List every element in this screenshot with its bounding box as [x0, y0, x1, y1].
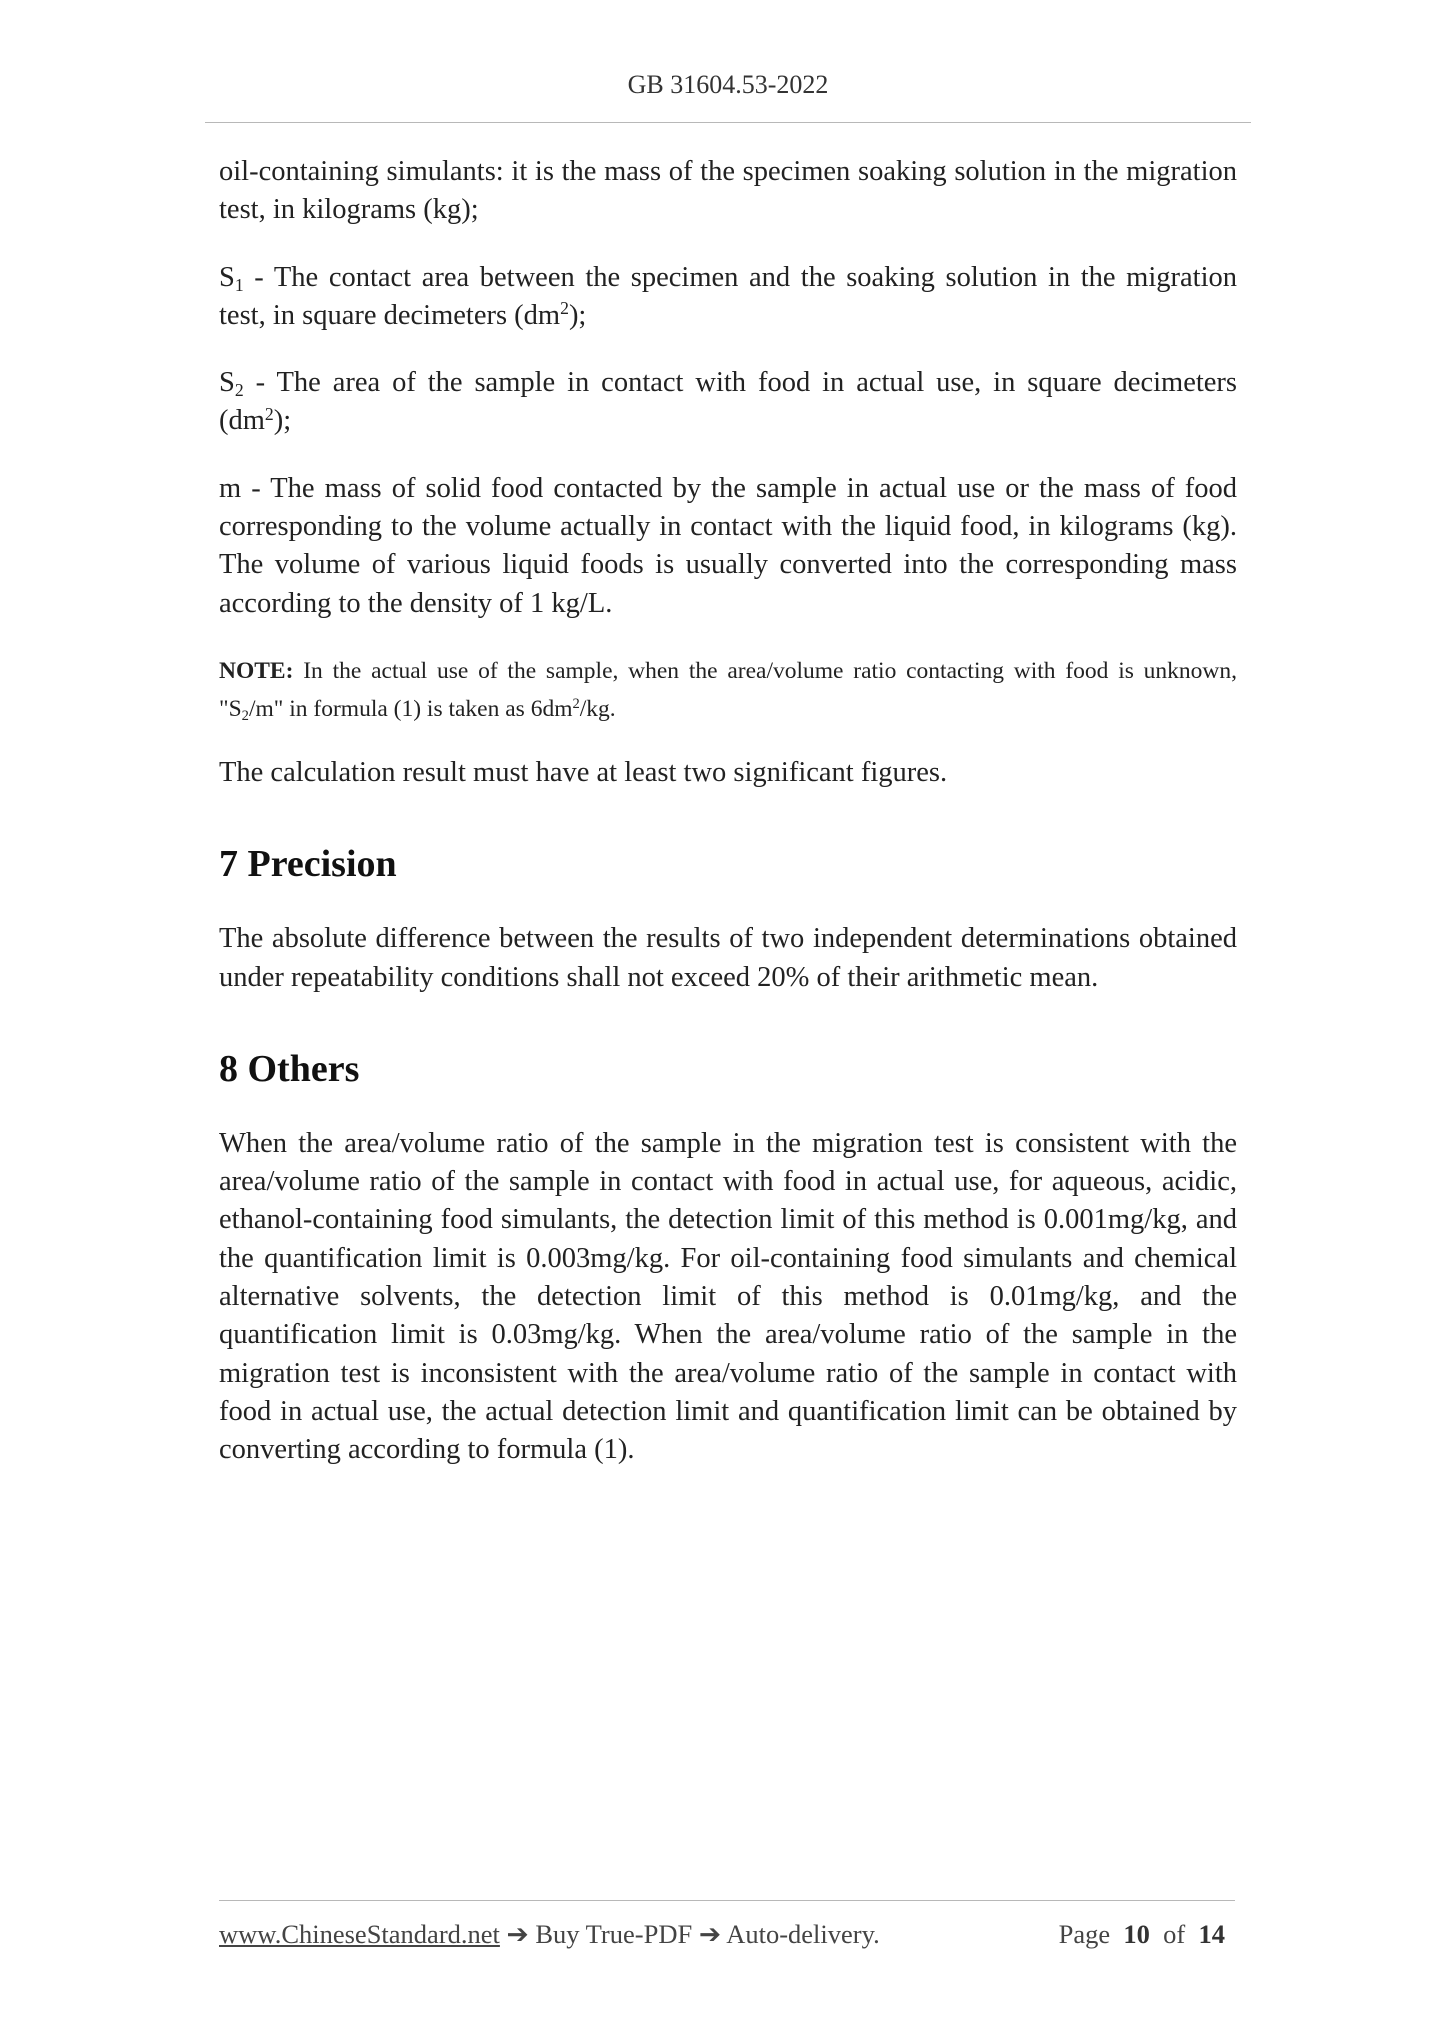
document-header: [205, 70, 1251, 100]
buy-pdf-text: Buy True-PDF: [528, 1919, 699, 1949]
paragraph-oil-simulants: oil-containing simulants: it is the mass of the specimen soaking solution in the migration test, in kilograms (kg);: [219, 156, 1237, 226]
page-total: 14: [1198, 1919, 1225, 1949]
paragraph-s1-definition: $S_1$ - The contact area between the specimen and the soaking solution in the migration test, in square decimeters $(dm^2)$;: [219, 261, 1237, 331]
paragraph-others: When the area/volume ratio of the sample in the migration test is consistent with the area/volume ratio of the sample in contact with food in actual use, for aqueous, acidic, ethanol-containing food simulants, the detection limit of this method is 0.001mg/kg, and the quantification limit is 0.003mg/kg. For oil-containing food simulants and chemical alternative solvents, the detection limit of this method is 0.01mg/kg, and the quantification limit is 0.03mg/kg. When the area/volume ratio of the sample in the migration test is inconsistent with the area/volume ratio of the sample in contact with food in actual use, the actual detection limit and quantification limit can be obtained by converting according to formula (1).: [219, 1127, 1237, 1466]
page-indicator: Page 10 of 14: [1058, 1919, 1225, 1949]
paragraph-significant-figures: The calculation result must have at least two significant figures.: [219, 756, 948, 788]
section-heading-precision: 7 Precision: [219, 843, 397, 886]
paragraph-s2-definition: $S_2$ - The area of the sample in contact with food in actual use, in square decimeters $(dm^2)$;: [219, 367, 1237, 437]
paragraph-precision: The absolute difference between the results of two independent determinations obtained under repeatability conditions shall not exceed 20% of their arithmetic mean.: [219, 923, 1237, 993]
page-footer: [219, 1919, 1235, 1950]
note-paragraph: NOTE: In the actual use of the sample, when the area/volume ratio contacting with food is unknown, "$S_2/m$" in formula (1) is taken as $6dm^2/kg$.: [219, 657, 1237, 725]
paragraph-m-definition: m - The mass of solid food contacted by the sample in actual use or the mass of food corresponding to the volume actually in contact with the liquid food, in kilograms (kg). The volume of various liquid foods is usually converted into the corresponding mass according to the density of 1 kg/L.: [219, 472, 1237, 619]
header-divider: [205, 122, 1251, 123]
document-id: GB 31604.53-2022: [627, 70, 829, 99]
page-content: [219, 153, 1237, 1499]
arrow-right-icon: ➔: [506, 1919, 529, 1949]
website-link[interactable]: www.ChineseStandard.net: [219, 1919, 500, 1949]
page-number: 10: [1123, 1919, 1150, 1949]
arrow-right-icon: ➔: [698, 1919, 722, 1949]
section-heading-others: 8 Others: [219, 1047, 360, 1090]
note-label: NOTE:: [219, 657, 294, 684]
footer-divider: [219, 1900, 1235, 1901]
auto-delivery-text: Auto-delivery.: [721, 1919, 880, 1949]
